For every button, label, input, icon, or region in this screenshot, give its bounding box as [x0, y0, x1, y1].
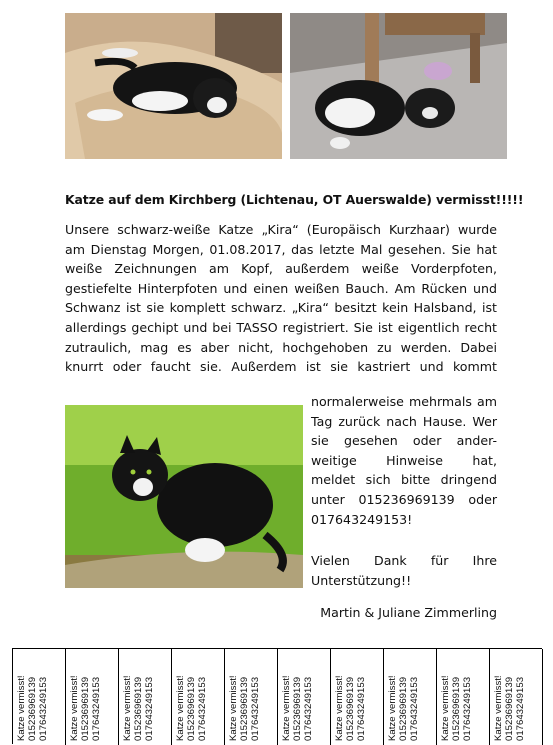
tab-line: 015236969139 [133, 676, 144, 741]
tab-line: 017643249153 [515, 676, 526, 741]
text-line: allerdings gechipt und bei TASSO registriert. Sie ist eigentlich recht [65, 319, 497, 335]
tab-line: 015236969139 [27, 676, 38, 741]
tab-line: 017643249153 [91, 676, 102, 741]
tear-off-tab-text [16, 653, 49, 741]
tab-line: Katze vermisst! [175, 675, 186, 741]
tear-off-tab[interactable] [331, 649, 384, 745]
tear-off-tab[interactable] [13, 649, 66, 745]
tab-line: Katze vermisst! [387, 675, 398, 741]
tab-line: 015236969139 [345, 676, 356, 741]
text-line: weiße Zeichnungen am Kopf, außerdem weiße Vorderpfoten, [65, 261, 497, 277]
tab-line: 017643249153 [409, 676, 420, 741]
tear-off-tab[interactable] [172, 649, 225, 745]
description-paragraph [65, 220, 497, 377]
cat-on-blanket-photo [65, 13, 282, 159]
tab-line: 015236969139 [451, 676, 462, 741]
tear-off-tab[interactable] [66, 649, 119, 745]
tab-line: 015236969139 [292, 676, 303, 741]
tab-line: 017643249153 [462, 676, 473, 741]
tab-line: Katze vermisst! [493, 675, 504, 741]
text-line: gestiefelte Hinterpfoten und einen weißen Bauch. Am Rücken und [65, 280, 497, 296]
tear-off-tab-text [228, 653, 261, 741]
tear-off-tab[interactable] [119, 649, 172, 745]
tab-line: 017643249153 [144, 676, 155, 741]
tear-off-tab-text [69, 653, 102, 741]
tab-line: 017643249153 [356, 676, 367, 741]
tear-off-tabs [12, 648, 542, 744]
cat-in-grass-photo [65, 405, 303, 588]
cat-on-floor-photo [290, 13, 507, 159]
thanks-paragraph [311, 551, 497, 590]
tab-line: 015236969139 [398, 676, 409, 741]
tear-off-tab[interactable] [384, 649, 437, 745]
tab-line: Katze vermisst! [440, 675, 451, 741]
text-line: knurrt oder faucht sie. Außerdem ist sie kastriert und kommt [65, 359, 497, 375]
tab-line: Katze vermisst! [281, 675, 292, 741]
text-line: am Dienstag Morgen, 01.08.2017, das letzte Mal gesehen. Sie hat [65, 241, 497, 257]
tear-off-tab-text [493, 653, 526, 741]
tab-line: 017643249153 [197, 676, 208, 741]
text-line: 017643249153! [311, 511, 413, 527]
page-title: Katze auf dem Kirchberg (Lichtenau, OT Auerswalde) vermisst!!!!! [65, 192, 524, 207]
tab-line: 017643249153 [38, 676, 49, 741]
tear-off-tab[interactable] [278, 649, 331, 745]
text-line: normalerweise mehrmals am [311, 394, 497, 409]
tear-off-tab-text [387, 653, 420, 741]
text-line: sie gesehen oder ander- [311, 433, 497, 449]
tab-line: 015236969139 [504, 676, 515, 741]
text-line: Schwanz ist sie komplett schwarz. „Kira“ besitzt kein Halsband, ist [65, 300, 497, 316]
text-line: meldet sich bitte dringend [311, 472, 497, 488]
tear-off-tab-text [440, 653, 473, 741]
text-line: Unterstützung!! [311, 572, 412, 588]
text-line: zutraulich, mag es aber nicht, hochgehoben zu werden. Dabei [65, 339, 497, 355]
tab-line: Katze vermisst! [16, 675, 27, 741]
tab-line: Katze vermisst! [122, 675, 133, 741]
tab-line: Katze vermisst! [69, 675, 80, 741]
tab-line: 017643249153 [250, 676, 261, 741]
tear-off-tab[interactable] [437, 649, 490, 745]
tab-line: Katze vermisst! [334, 675, 345, 741]
tab-line: Katze vermisst! [228, 675, 239, 741]
tear-off-tab[interactable] [225, 649, 278, 745]
tear-off-tab-text [175, 653, 208, 741]
tear-off-tab-text [334, 653, 367, 741]
tear-off-tab-text [122, 653, 155, 741]
tab-line: 015236969139 [239, 676, 250, 741]
tab-line: 015236969139 [186, 676, 197, 741]
signature: Martin & Juliane Zimmerling [320, 605, 497, 620]
text-line: Tag zurück nach Hause. Wer [311, 413, 497, 429]
text-line: Unsere schwarz-weiße Katze „Kira“ (Europäisch Kurzhaar) wurde [65, 222, 497, 237]
text-line: unter 015236969139 oder [311, 491, 497, 507]
tab-line: 015236969139 [80, 676, 91, 741]
text-line: weitige Hinweise hat, [311, 452, 497, 468]
description-continuation [311, 392, 497, 529]
text-line: Vielen Dank für Ihre [311, 553, 497, 568]
tear-off-tab-text [281, 653, 314, 741]
tear-off-tab[interactable] [490, 649, 543, 745]
tab-line: 017643249153 [303, 676, 314, 741]
